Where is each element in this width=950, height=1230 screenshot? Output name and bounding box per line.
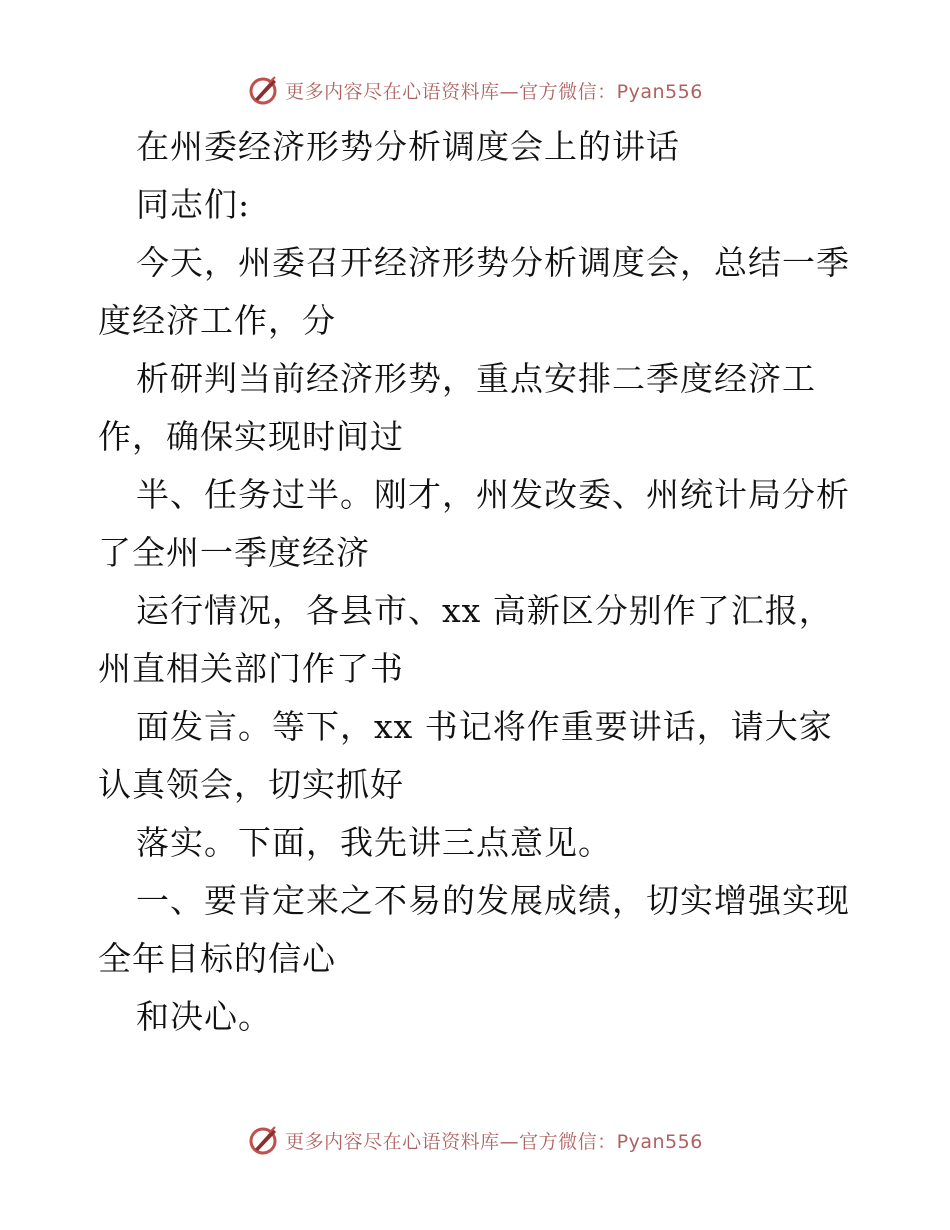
text-line: 今天，州委召开经济形势分析调度会，总结一季	[136, 243, 850, 282]
text-line: 在州委经济形势分析调度会上的讲话	[136, 127, 680, 166]
text-line: 州直相关部门作了书	[98, 649, 404, 688]
text-line: 和决心。	[136, 997, 272, 1036]
text-line: 同志们:	[136, 185, 251, 224]
footer-watermark-text: 更多内容尽在心语资料库—官方微信：Pyan556	[285, 1130, 703, 1153]
text-line: 全年目标的信心	[98, 939, 336, 978]
header-watermark-text: 更多内容尽在心语资料库—官方微信：Pyan556	[285, 80, 703, 103]
text-line: 面发言。等下，xx 书记将作重要讲话，请大家	[136, 707, 833, 746]
text-line: 落实。下面，我先讲三点意见。	[136, 823, 612, 862]
text-line: 度经济工作，分	[98, 301, 336, 340]
text-line: 半、任务过半。刚才，州发改委、州统计局分析	[136, 475, 850, 514]
text-line: 运行情况，各县市、xx 高新区分别作了汇报，	[136, 591, 833, 630]
text-line: 了全州一季度经济	[98, 533, 370, 572]
text-line: 认真领会，切实抓好	[98, 765, 404, 804]
quill-pen-icon	[247, 73, 281, 107]
text-line: 作，确保实现时间过	[98, 417, 404, 456]
quill-pen-icon	[247, 1123, 281, 1157]
document-body	[98, 118, 858, 1046]
footer-watermark-banner	[0, 1120, 950, 1160]
text-line: 析研判当前经济形势，重点安排二季度经济工	[136, 359, 816, 398]
header-watermark-banner	[0, 70, 950, 110]
text-line: 一、要肯定来之不易的发展成绩，切实增强实现	[136, 881, 850, 920]
